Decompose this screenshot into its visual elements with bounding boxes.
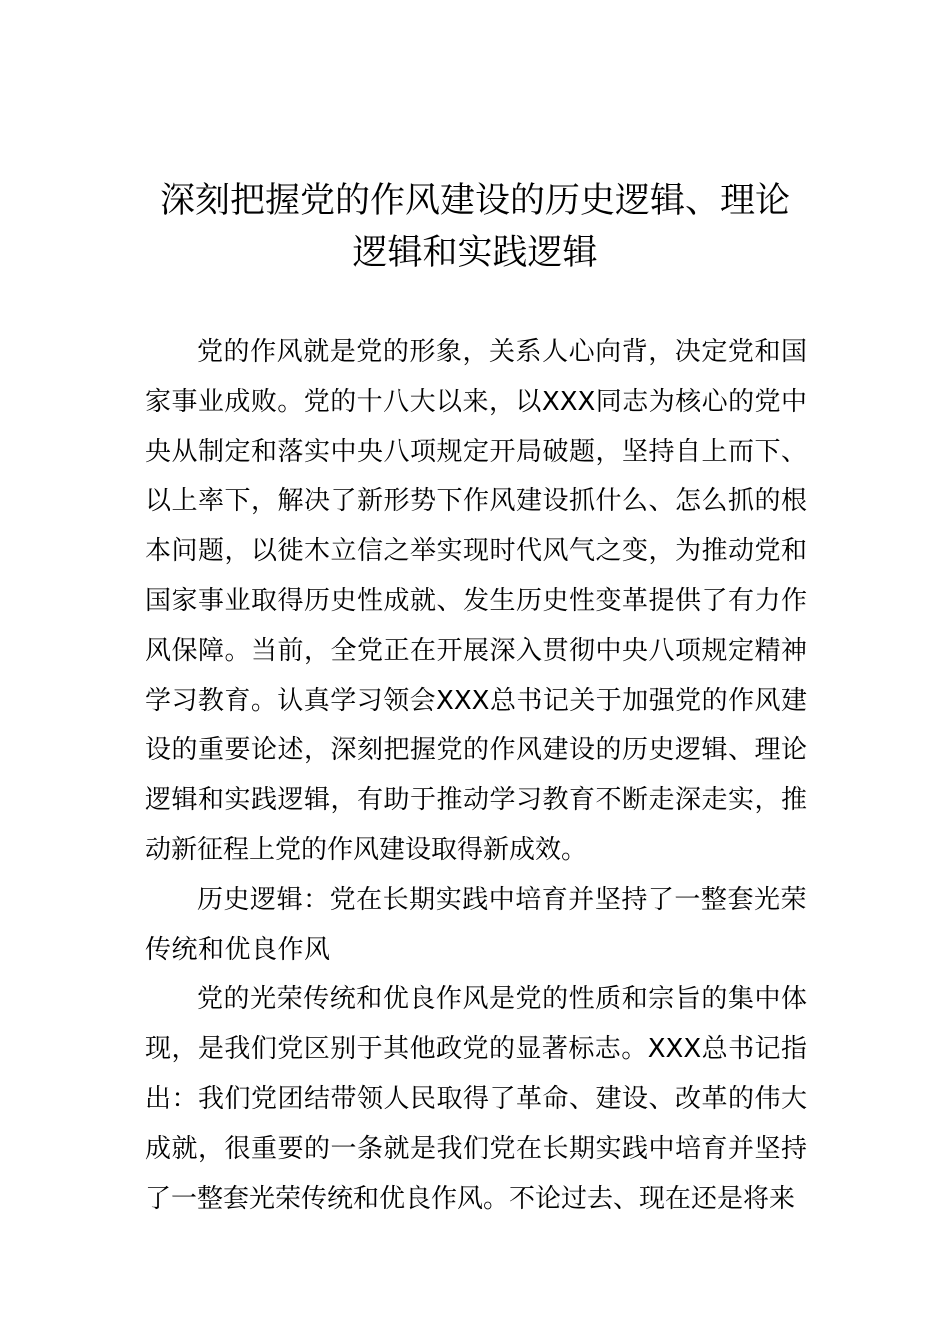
body-paragraph: 党的光荣传统和优良作风是党的性质和宗旨的集中体现，是我们党区别于其他政党的显著标志。XXX总书记指出：我们党团结带领人民取得了革命、建设、改革的伟大成就，很重要的一条就是我们党在长期实践中培育并坚持了一整套光荣传统和优良作风。不论过去、现在还是将来	[145, 984, 807, 1214]
title-line-1: 深刻把握党的作风建设的历史逻辑、理论	[159, 181, 790, 221]
section-heading-history: 历史逻辑：党在长期实践中培育并坚持了一整套光荣传统和优良作风	[145, 884, 807, 965]
document-title	[100, 175, 850, 279]
document-body	[145, 328, 807, 1224]
title-line-2: 逻辑和实践逻辑	[352, 233, 598, 273]
intro-paragraph: 党的作风就是党的形象，关系人心向背，决定党和国家事业成败。党的十八大以来，以XXX同志为核心的党中央从制定和落实中央八项规定开局破题，坚持自上而下、以上率下，解决了新形势下作风建设抓什么、怎么抓的根本问题，以徙木立信之举实现时代风气之变，为推动党和国家事业取得历史性成就、发生历史性变革提供了有力作风保障。当前，全党正在开展深入贯彻中央八项规定精神学习教育。认真学习领会XXX总书记关于加强党的作风建设的重要论述，深刻把握党的作风建设的历史逻辑、理论逻辑和实践逻辑，有助于推动学习教育不断走深走实，推动新征程上党的作风建设取得新成效。	[145, 337, 807, 865]
